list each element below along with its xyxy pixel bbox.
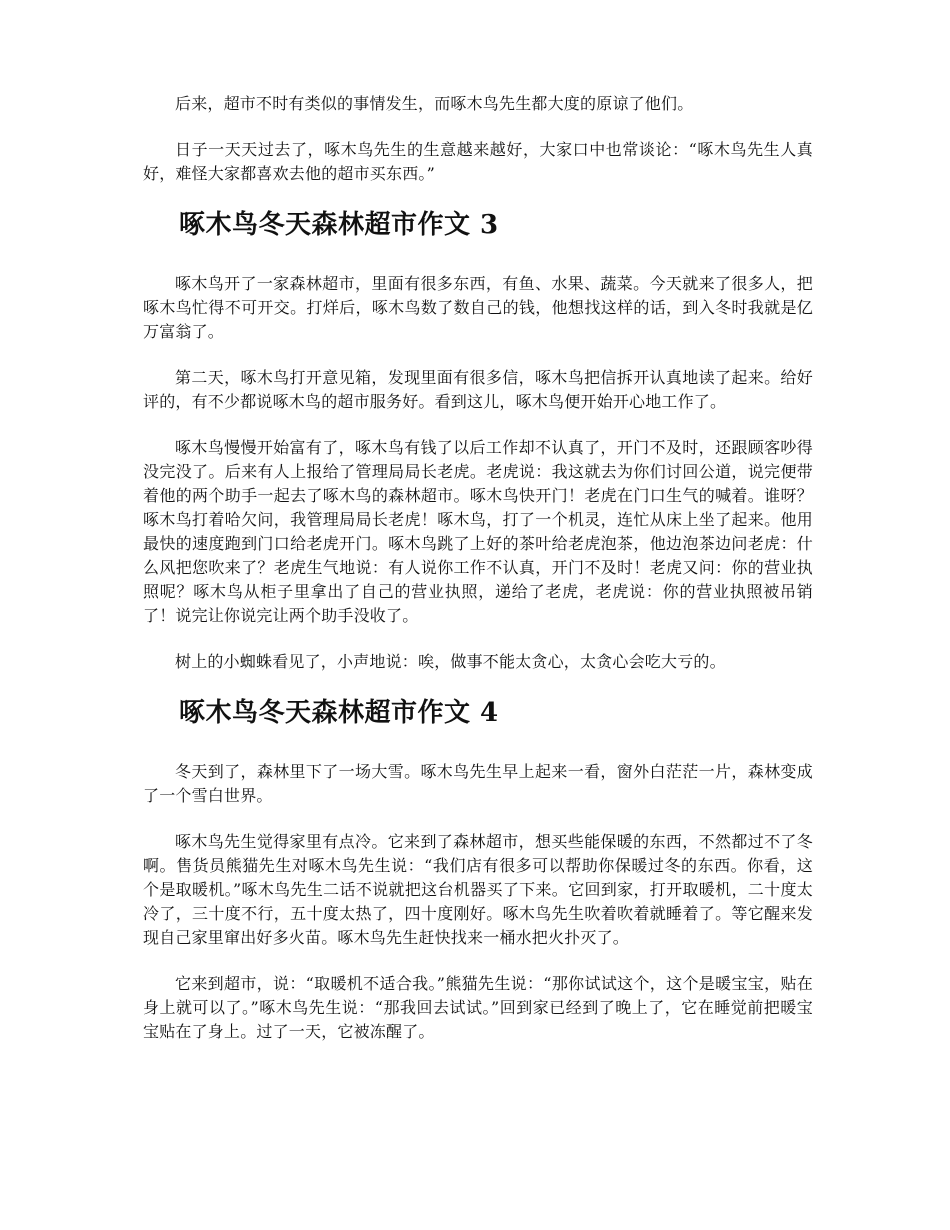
paragraph: 后来，超市不时有类似的事情发生，而啄木鸟先生都大度的原谅了他们。 <box>175 94 694 113</box>
section-heading: 啄木鸟冬天森林超市作文 3 <box>179 210 499 240</box>
paragraph: 它来到超市，说：“取暖机不适合我。”熊猫先生说：“那你试试这个，这个是暖宝宝，贴在身上就可以了。”啄木鸟先生说：“那我回去试试。”回到家已经到了晚上了，它在睡觉前把暖宝宝贴在了身上。过了一天，它被冻醒了。 <box>143 974 813 1041</box>
paragraph: 树上的小蜘蛛看见了，小声地说：唉，做事不能太贪心，太贪心会吃大亏的。 <box>175 652 726 671</box>
paragraph: 日子一天天过去了，啄木鸟先生的生意越来越好，大家口中也常谈论：“啄木鸟先生人真好，难怪大家都喜欢去他的超市买东西。” <box>143 140 813 183</box>
paragraph: 第二天，啄木鸟打开意见箱，发现里面有很多信，啄木鸟把信拆开认真地读了起来。给好评的，有不少都说啄木鸟的超市服务好。看到这儿，啄木鸟便开始开心地工作了。 <box>143 368 813 411</box>
document-page <box>143 92 813 1066</box>
paragraph: 冬天到了，森林里下了一场大雪。啄木鸟先生早上起来一看，窗外白茫茫一片，森林变成了一个雪白世界。 <box>143 762 813 805</box>
essay-section-4 <box>143 696 813 1044</box>
paragraph: 啄木鸟慢慢开始富有了，啄木鸟有钱了以后工作却不认真了，开门不及时，还跟顾客吵得没完没了。后来有人上报给了管理局局长老虎。老虎说：我这就去为你们讨回公道，说完便带着他的两个助手一起去了啄木鸟的森林超市。啄木鸟快开门！老虎在门口生气的喊着。谁呀？啄木鸟打着哈欠问，我管理局局长老虎！啄木鸟，打了一个机灵，连忙从床上坐了起来。他用最快的速度跑到门口给老虎开门。啄木鸟跳了上好的茶叶给老虎泡茶，他边泡茶边问老虎：什么风把您吹来了？老虎生气地说：有人说你工作不认真，开门不及时！老虎又问：你的营业执照呢？啄木鸟从柜子里拿出了自己的营业执照，递给了老虎，老虎说：你的营业执照被吊销了！说完让你说完让两个助手没收了。 <box>143 438 813 625</box>
essay-section-3 <box>143 208 813 674</box>
paragraph: 啄木鸟开了一家森林超市，里面有很多东西，有鱼、水果、蔬菜。今天就来了很多人，把啄木鸟忙得不可开交。打烊后，啄木鸟数了数自己的钱，他想找这样的话，到入冬时我就是亿万富翁了。 <box>143 274 813 341</box>
section-heading: 啄木鸟冬天森林超市作文 4 <box>179 698 499 728</box>
paragraph: 啄木鸟先生觉得家里有点冷。它来到了森林超市，想买些能保暖的东西，不然都过不了冬啊。售货员熊猫先生对啄木鸟先生说：“我们店有很多可以帮助你保暖过冬的东西。你看，这个是取暖机。”啄木鸟先生二话不说就把这台机器买了下来。它回到家，打开取暖机，二十度太冷了，三十度不行，五十度太热了，四十度刚好。啄木鸟先生吹着吹着就睡着了。等它醒来发现自己家里窜出好多火苗。啄木鸟先生赶快找来一桶水把火扑灭了。 <box>143 832 813 947</box>
intro-block <box>143 92 813 186</box>
